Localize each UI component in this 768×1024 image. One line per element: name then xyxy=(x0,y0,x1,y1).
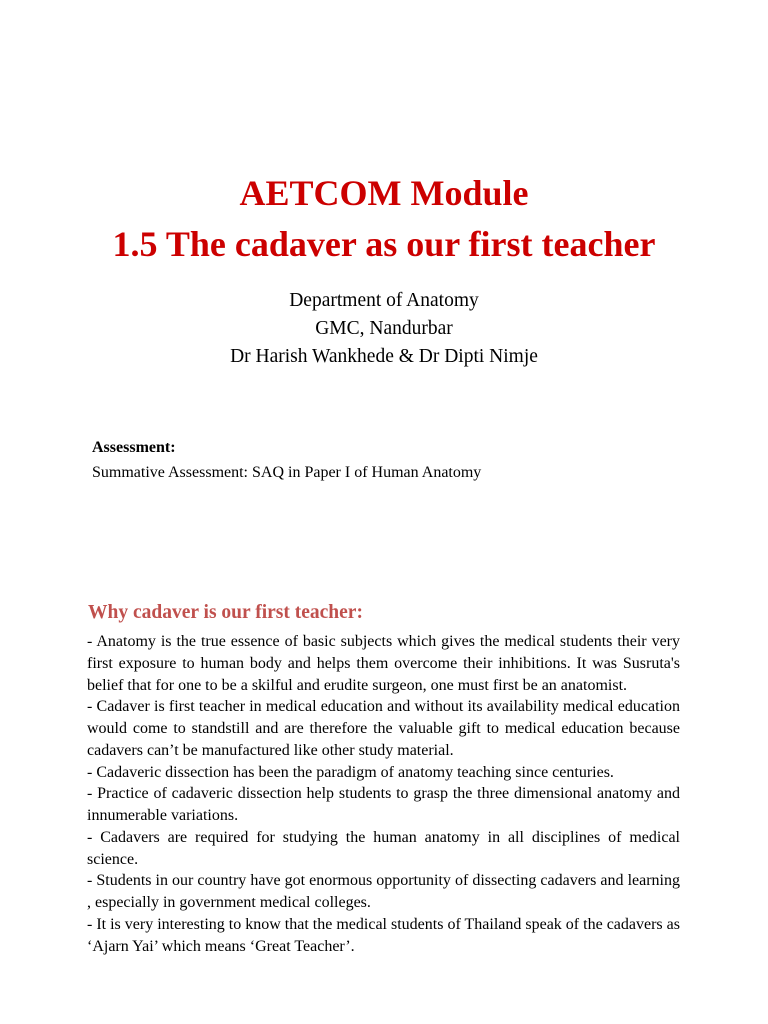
paragraph: - Cadaver is first teacher in medical education and without its availability medical education would come to standstill and are therefore the valuable gift to medical education because cadavers can’t be manufactured like other study material. xyxy=(87,698,680,759)
college: GMC, Nandurbar xyxy=(315,318,453,339)
department: Department of Anatomy xyxy=(289,290,479,311)
section-heading: Why cadaver is our first teacher: xyxy=(88,602,363,623)
section-body xyxy=(87,631,680,957)
title-line-2: 1.5 The cadaver as our first teacher xyxy=(112,224,656,264)
paragraph: - Practice of cadaveric dissection help students to grasp the three dimensional anatomy and innumerable variations. xyxy=(87,785,680,824)
paragraph: - Anatomy is the true essence of basic subjects which gives the medical students their very first exposure to human body and helps them overcome their inhibitions. It was Susruta's belief that for one to be a skilful and erudite surgeon, one must first be an anatomist. xyxy=(87,633,680,694)
paragraph: - It is very interesting to know that the medical students of Thailand speak of the cadavers as ‘Ajarn Yai’ which means ‘Great Teacher’. xyxy=(87,915,680,955)
assessment-label: Assessment: xyxy=(92,439,176,456)
assessment-text: Summative Assessment: SAQ in Paper I of Human Anatomy xyxy=(92,464,482,481)
title-line-1: AETCOM Module xyxy=(239,173,529,213)
paragraph: - Cadaveric dissection has been the paradigm of anatomy teaching since centuries. xyxy=(87,763,614,781)
paragraph: - Cadavers are required for studying the human anatomy in all disciplines of medical science. xyxy=(87,828,680,868)
paragraph: - Students in our country have got enormous opportunity of dissecting cadavers and learning , especially in government medical colleges. xyxy=(87,872,680,911)
authors: Dr Harish Wankhede & Dr Dipti Nimje xyxy=(230,346,538,367)
